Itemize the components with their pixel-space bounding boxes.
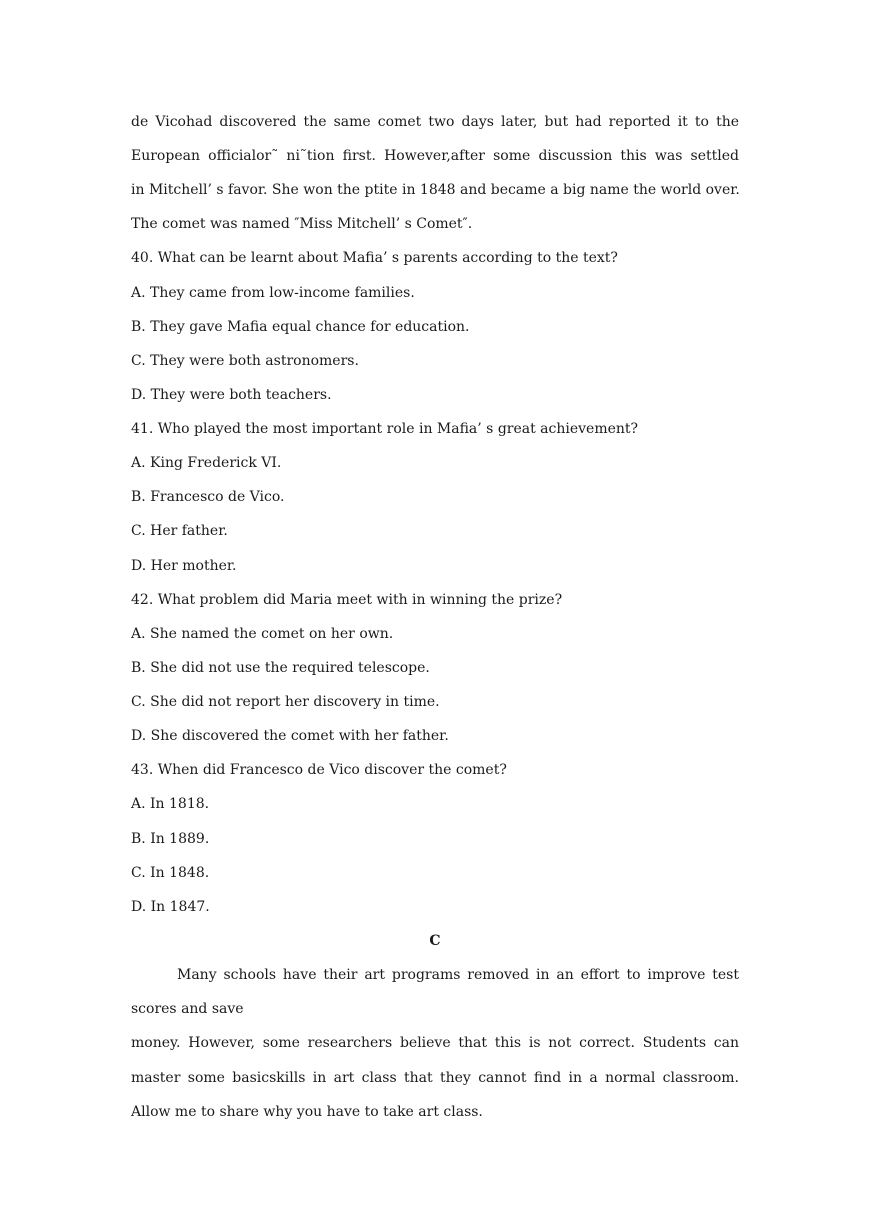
passage-line: in Mitchell’ s favor. She won the ptite in 1848 and became a big name the world over. [131,182,740,198]
passage-line: The comet was named ″Miss Mitchell’ s Comet″. [131,216,473,232]
answer-option: C. They were both astronomers. [131,353,359,369]
section-heading: C [429,933,441,949]
answer-option: A. In 1818. [131,796,210,812]
answer-option: D. She discovered the comet with her father. [131,728,449,744]
answer-option: A. They came from low-income families. [131,285,415,301]
passage-line: de Vicohad discovered the same comet two days later, but had reported it to the [131,114,739,130]
passage-line: master some basicskills in art class that they cannot find in a normal classroom. [131,1070,739,1086]
question-stem: 41. Who played the most important role in Mafia’ s great achievement? [131,421,639,437]
answer-option: B. Francesco de Vico. [131,489,285,505]
answer-option: B. She did not use the required telescope. [131,660,430,676]
passage-line: money. However, some researchers believe that this is not correct. Students can [131,1035,739,1051]
answer-option: C. Her father. [131,523,228,539]
passage-line: Allow me to share why you have to take art class. [131,1104,483,1120]
answer-option: C. In 1848. [131,865,210,881]
passage-line: scores and save [131,1001,244,1017]
passage-line: Many schools have their art programs removed in an effort to improve test [177,967,739,983]
answer-option: D. They were both teachers. [131,387,332,403]
answer-option: D. In 1847. [131,899,210,915]
answer-option: A. She named the comet on her own. [131,626,394,642]
answer-option: A. King Frederick VI. [131,455,282,471]
answer-option: C. She did not report her discovery in time. [131,694,440,710]
question-stem: 40. What can be learnt about Mafia’ s parents according to the text? [131,250,618,266]
passage-line: European officialor˜ ni˜tion first. However,after some discussion this was settled [131,148,739,164]
answer-option: D. Her mother. [131,558,237,574]
question-stem: 42. What problem did Maria meet with in winning the prize? [131,592,563,608]
question-stem: 43. When did Francesco de Vico discover the comet? [131,762,507,778]
answer-option: B. In 1889. [131,831,210,847]
answer-option: B. They gave Mafia equal chance for education. [131,319,470,335]
